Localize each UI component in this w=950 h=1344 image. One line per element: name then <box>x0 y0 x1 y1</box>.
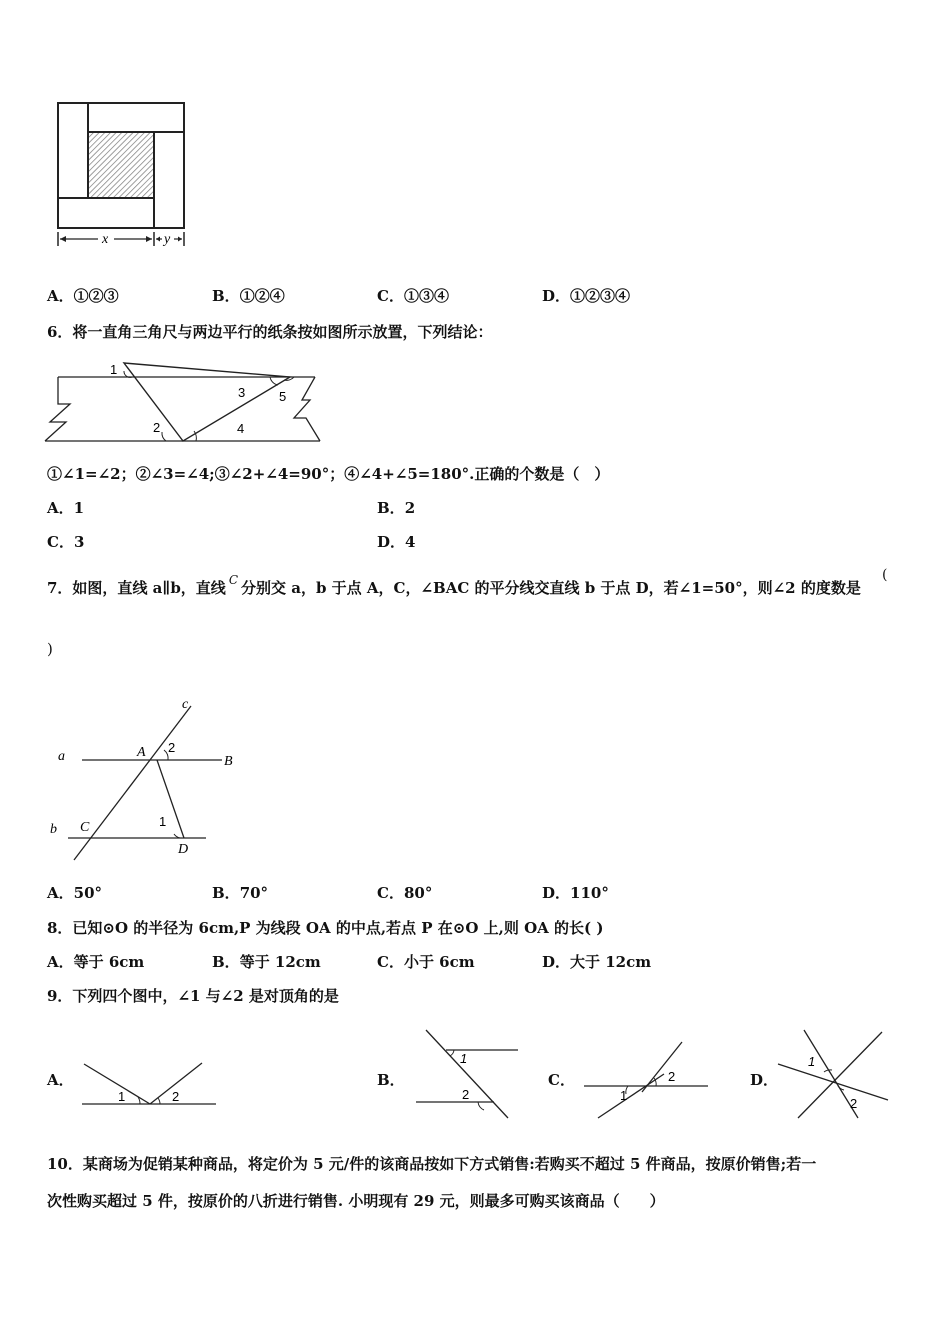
label-2: 2 <box>850 1096 858 1111</box>
q9-option-c-letter[interactable]: C． <box>548 1071 575 1089</box>
q7-open-paren: ( <box>882 567 888 583</box>
q9-figure-d[interactable] <box>776 1026 892 1120</box>
q6-statements: ①∠1=∠2；②∠3=∠4;③∠2+∠4=90°；④∠4+∠5=180°.正确的个数是（ ） <box>47 465 610 483</box>
q9-option-d-letter[interactable]: D． <box>750 1071 779 1089</box>
label-angle-2: 2 <box>153 420 161 435</box>
label-2: 2 <box>168 740 176 755</box>
label-1: 1 <box>118 1089 126 1104</box>
q5-option-c[interactable]: C．①③④ <box>377 287 449 305</box>
q8-option-d[interactable]: D．大于 12cm <box>542 953 652 971</box>
label-2: 2 <box>462 1087 470 1102</box>
q8-option-a[interactable]: A．等于 6cm <box>47 953 145 971</box>
label-D: D <box>178 842 189 857</box>
q7-close-paren: ) <box>47 640 53 658</box>
q7-option-c[interactable]: C．80° <box>377 884 433 902</box>
q5-option-d[interactable]: D．①②③④ <box>542 287 631 305</box>
label-b: b <box>50 822 57 837</box>
q5-square-figure <box>52 100 192 250</box>
label-B: B <box>224 754 233 769</box>
label-angle-3: 3 <box>238 385 246 400</box>
label-A: A <box>137 745 146 760</box>
q9-figure-b[interactable] <box>412 1028 522 1122</box>
q7-parallel-lines-figure <box>44 694 244 864</box>
label-angle-1: 1 <box>110 362 118 377</box>
q7-option-a[interactable]: A．50° <box>47 884 103 902</box>
q9-option-b-letter[interactable]: B． <box>377 1071 405 1089</box>
q9-figure-a[interactable] <box>80 1058 220 1110</box>
q7-stem-c: C <box>228 573 238 587</box>
label-a: a <box>58 749 65 764</box>
shaded-square <box>89 133 153 197</box>
label-2: 2 <box>668 1069 676 1084</box>
q5-option-b[interactable]: B．①②④ <box>212 287 285 305</box>
label-1: 1 <box>620 1088 628 1103</box>
label-C: C <box>80 820 90 835</box>
label-2: 2 <box>172 1089 180 1104</box>
q6-option-a[interactable]: A．1 <box>47 499 85 517</box>
q9-figure-c[interactable] <box>582 1040 712 1122</box>
q6-stem: 6．将一直角三角尺与两边平行的纸条按如图所示放置，下列结论： <box>47 323 493 341</box>
q10-stem-line2: 次性购买超过 5 件，按原价的八折进行销售. 小明现有 29 元，则最多可购买该商品（ ） <box>47 1192 665 1210</box>
q6-option-c[interactable]: C．3 <box>47 533 85 551</box>
q7-option-d[interactable]: D．110° <box>542 884 609 902</box>
label-angle-5: 5 <box>279 389 287 404</box>
q8-option-b[interactable]: B．等于 12cm <box>212 953 321 971</box>
q8-option-c[interactable]: C．小于 6cm <box>377 953 475 971</box>
q6-option-d[interactable]: D．4 <box>377 533 416 551</box>
label-1: 1 <box>460 1051 468 1066</box>
label-y: y <box>164 232 171 247</box>
label-1: 1 <box>159 814 167 829</box>
label-angle-4: 4 <box>237 421 245 436</box>
q7-option-b[interactable]: B．70° <box>212 884 269 902</box>
q6-option-b[interactable]: B．2 <box>377 499 416 517</box>
label-c: c <box>182 697 189 712</box>
q8-stem: 8．已知⊙O 的半径为 6cm,P 为线段 OA 的中点,若点 P 在⊙O 上,则 OA 的长( ) <box>47 919 604 937</box>
q5-option-a[interactable]: A．①②③ <box>47 287 119 305</box>
label-x: x <box>102 232 109 247</box>
q7-stem: 7．如图，直线 a∥b，直线 $^C$ 分别交 a，b 于点 A，C，∠BAC 的平分线交直线 b 于点 D，若∠1=50°，则∠2 的度数是 <box>47 573 861 597</box>
label-1: 1 <box>808 1054 816 1069</box>
q9-option-a-letter[interactable]: A． <box>47 1071 74 1089</box>
q9-stem: 9．下列四个图中，∠1 与∠2 是对顶角的是 <box>47 987 339 1005</box>
q6-triangle-strip-figure <box>44 356 324 448</box>
q10-stem-line1: 10．某商场为促销某种商品，将定价为 5 元/件的该商品按如下方式销售:若购买不超过 5 件商品，按原价销售;若一 <box>47 1155 817 1173</box>
